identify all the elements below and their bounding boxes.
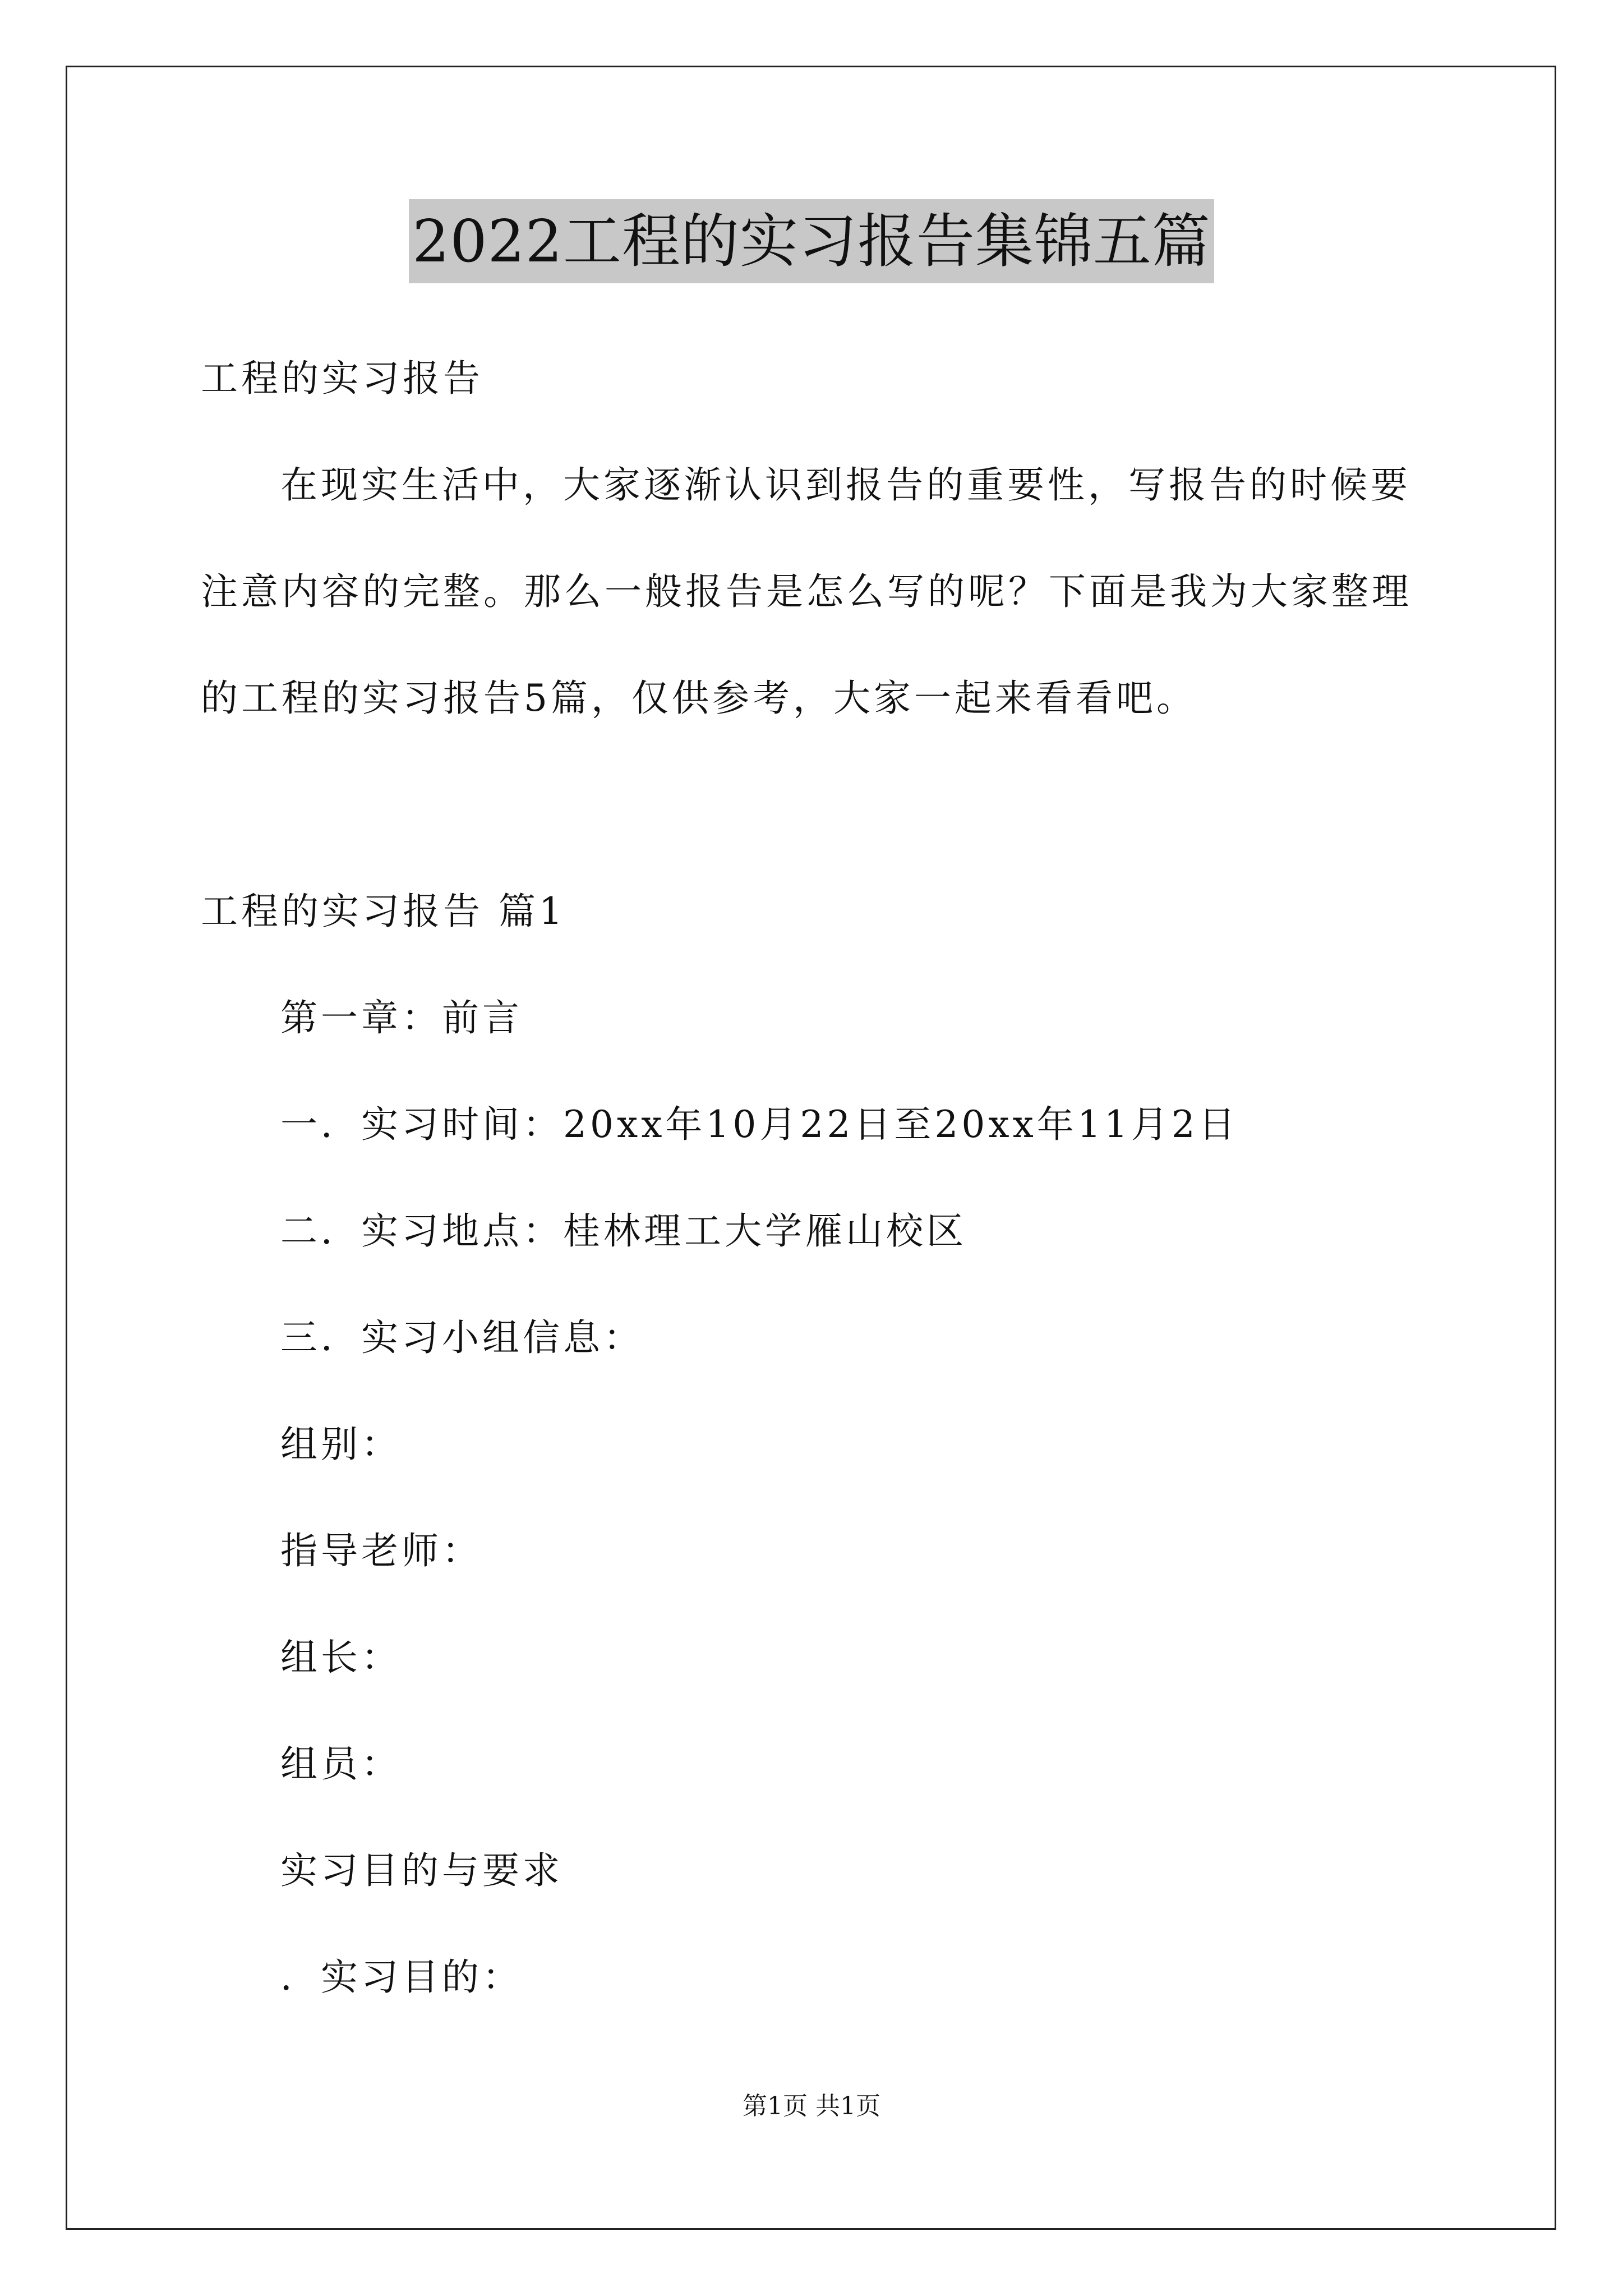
body-line: 实习目的与要求 [280,1849,563,1892]
page-number-footer: 第1页 共1页 [743,2092,880,2120]
body-line: 三．实习小组信息： [280,1316,644,1359]
document-title: 2022工程的实习报告集锦五篇 [409,199,1214,283]
body-line: 组别： [280,1423,402,1466]
intro-line-1: 在现实生活中，大家逐渐认识到报告的重要性，写报告的时候要 [280,463,1411,507]
body-line: 组长： [280,1636,402,1679]
body-line: ．实习目的： [280,1955,523,1999]
body-line: 组员： [280,1742,402,1786]
body-line: 指导老师： [280,1529,482,1572]
body-line: 二．实习地点：桂林理工大学雁山校区 [280,1209,967,1253]
intro-line-3: 的工程的实习报告5篇，仅供参考，大家一起来看看吧。 [201,677,1197,720]
section-heading: 工程的实习报告 篇1 [201,890,566,933]
body-line: 一．实习时间：20xx年10月22日至20xx年11月2日 [280,1103,1239,1146]
body-line: 第一章：前言 [280,996,523,1039]
title-container [0,199,1623,283]
intro-line-2: 注意内容的完整。那么一般报告是怎么写的呢？下面是我为大家整理 [201,570,1412,613]
report-subtitle: 工程的实习报告 [201,357,483,400]
